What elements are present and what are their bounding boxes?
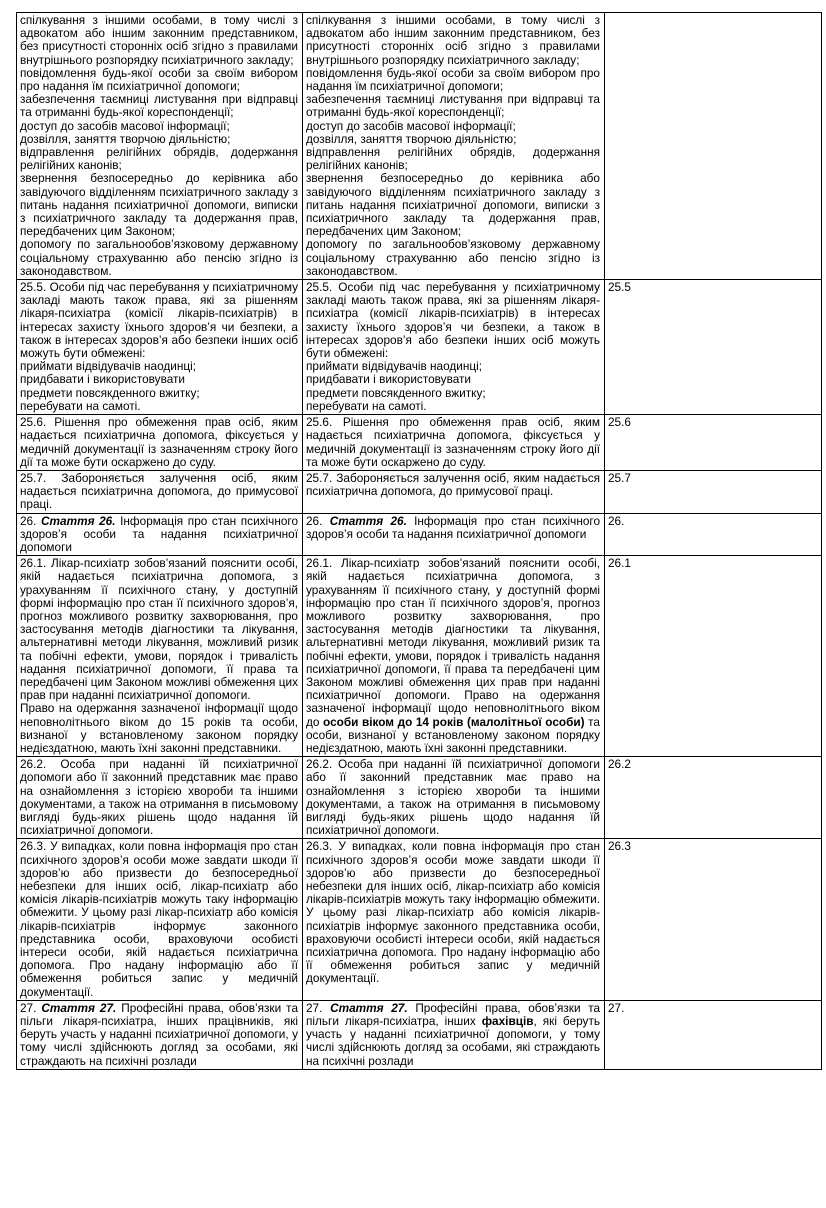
- paragraph: [306, 557, 600, 755]
- note-cell: 26.2: [605, 757, 822, 839]
- highlighted-change: фахівців: [481, 1014, 534, 1029]
- article-number: 27.: [20, 1000, 37, 1015]
- article-label: Стаття 26.: [41, 513, 116, 528]
- proposed-text-cell: [303, 13, 605, 280]
- article-heading: [20, 1002, 298, 1068]
- paragraph: доступ до засобів масової інформації;: [306, 118, 516, 133]
- current-text-cell: [17, 556, 303, 757]
- note-cell: 26.: [605, 513, 822, 556]
- paragraph: забезпечення таємниці листування при відправці та отриманні будь-якої кореспонденції;: [306, 92, 600, 120]
- table-row: [17, 1000, 822, 1069]
- article-number: 27.: [306, 1000, 323, 1015]
- paragraph: придбавати і використовувати: [20, 372, 186, 387]
- paragraph: приймати відвідувачів наодинці;: [20, 359, 197, 374]
- paragraph: спілкування з іншими особами, в тому числі з адвокатом або іншим законним представником, без присутності сторонніх осіб згідно з правилами внутрішнього розпорядку психіатричного закладу;: [306, 13, 600, 67]
- comparison-table: [16, 12, 822, 1070]
- proposed-text-cell: [303, 1000, 605, 1069]
- paragraph: дозвілля, заняття творчою діяльністю;: [20, 131, 231, 146]
- paragraph: відправлення релігійних обрядів, додержання релігійних канонів;: [306, 145, 600, 173]
- current-text-cell: [17, 757, 303, 839]
- current-text-cell: [17, 839, 303, 1000]
- article-heading: [20, 515, 298, 555]
- paragraph: повідомлення будь-якої особи за своїм вибором про надання їм психіатричної допомоги;: [306, 65, 600, 94]
- current-text-cell: [17, 13, 303, 280]
- note-cell: 26.1: [605, 556, 822, 757]
- table-row: [17, 280, 822, 415]
- table-row: [17, 13, 822, 280]
- paragraph: допомогу по загальнообов’язковому державному соціальному страхуванню або пенсію згідно із законодавством.: [306, 237, 600, 278]
- paragraph: допомогу по загальнообов’язковому державному соціальному страхуванню або пенсію згідно із законодавством.: [20, 237, 298, 278]
- proposed-text-cell: [303, 757, 605, 839]
- article-label: Стаття 26.: [329, 513, 407, 528]
- table-row: [17, 470, 822, 513]
- paragraph: забезпечення таємниці листування при відправці та отриманні будь-якої кореспонденції;: [20, 92, 298, 120]
- paragraph: доступ до засобів масової інформації;: [20, 118, 230, 133]
- paragraph: предмети повсякденного вжитку;: [20, 385, 200, 400]
- article-label: Стаття 27.: [330, 1000, 408, 1015]
- proposed-text-cell: [303, 839, 605, 1000]
- table-row: [17, 556, 822, 757]
- article-title: , які беруть участь у наданні психіатричної допомоги, у тому числі здійснюють догляд за особами, які страждають на психічні розлади: [306, 1014, 600, 1068]
- table-row: [17, 513, 822, 556]
- proposed-text-cell: [303, 470, 605, 513]
- paragraph: 26.2. Особа при наданні їй психіатричної допомоги або її законний представник має право на ознайомлення з історією хвороби та іншими документами, а також на отримання в письмовому вигляді будь-яких рішень щодо надання їй психіатричної допомоги.: [306, 757, 600, 838]
- paragraph: 26.3. У випадках, коли повна інформація про стан психічного здоров’я особи може завдати шкоди її здоров’ю або призвести до безпосередньої небезпеки для інших осіб, лікар-психіатр або комісія лікарів-психіатрів можуть таку інформацію обмежити. У цьому разі лікар-психіатр або комісія лікарів-психіатрів інформує законного представника особи, враховуючи особисті інтереси особи, якій надається психіатрична допомога. Про надану інформацію або її обмеження робиться запис у медичній документації.: [306, 839, 600, 986]
- text-run: 26.1. Лікар-психіатр зобов’язаний пояснити особі, якій надається психіатрична допомога, з урахуванням її психічного стану, у доступній формі інформацію про стан її психічного здоров’я, прогноз можливого розвитку захворювання, про застосування методів діагностики та лікування, альтернативні методи лікування, можливий ризик та побічні ефекти, умови, порядок і тривалість надання психіатричної допомоги, її права та передбачені цим Законом можливі обмеження цих прав при наданні психіатричної допомоги. Право на одержання зазначеної інформації щодо неповнолітнього віком до: [306, 556, 600, 729]
- article-title: Інформація про стан психічного здоров’я особи та надання психіатричної допомоги: [20, 513, 298, 554]
- table-row: [17, 415, 822, 471]
- paragraph: 25.7. Забороняється залучення осіб, яким надається психіатрична допомога, до примусової праці.: [20, 470, 298, 512]
- table-row: [17, 757, 822, 839]
- paragraph: звернення безпосередньо до керівника або завідуючого відділенням психіатричного закладу з питань надання психіатричної допомоги, виписки з психіатричного закладу та додержання прав, передбачених цим Законом;: [306, 171, 600, 239]
- proposed-text-cell: [303, 556, 605, 757]
- paragraph: перебувати на самоті.: [20, 398, 141, 413]
- paragraph: спілкування з іншими особами, в тому числі з адвокатом або іншим законним представником, без присутності сторонніх осіб згідно з правилами внутрішнього розпорядку психіатричного закладу;: [20, 13, 298, 67]
- current-text-cell: [17, 280, 303, 415]
- paragraph: 25.6. Рішення про обмеження прав осіб, яким надається психіатрична допомога, фіксується у медичній документації із зазначенням строку його дії та може бути оскаржено до суду.: [306, 415, 600, 469]
- current-text-cell: [17, 415, 303, 471]
- paragraph: повідомлення будь-якої особи за своїм вибором про надання їм психіатричної допомоги;: [20, 65, 298, 94]
- paragraph: предмети повсякденного вжитку;: [306, 385, 486, 400]
- article-heading: [306, 515, 600, 541]
- proposed-text-cell: [303, 415, 605, 471]
- table-row: [17, 839, 822, 1000]
- note-cell: 25.5: [605, 280, 822, 415]
- paragraph: дозвілля, заняття творчою діяльністю;: [306, 131, 517, 146]
- article-title: Професійні права, обов’язки та пільги лікаря-психіатра, інших працівників, які беруть участь у наданні психіатричної допомоги, у тому числі здійснюють догляд за особами, які страждають на психічні розлади: [20, 1000, 299, 1068]
- highlighted-change: особи віком до 14 років (малолітньої особи): [323, 714, 585, 729]
- note-cell: 25.7: [605, 470, 822, 513]
- paragraph: 25.7. Забороняється залучення осіб, яким надається психіатрична допомога, до примусової праці.: [306, 470, 600, 499]
- current-text-cell: [17, 513, 303, 556]
- paragraph: перебувати на самоті.: [306, 398, 427, 413]
- paragraph: 26.1. Лікар-психіатр зобов’язаний пояснити особі, якій надається психіатрична допомога, з урахуванням її психічного стану, у доступній формі інформацію про стан її психічного здоров’я, прогноз можливого розвитку захворювання, про застосування методів діагностики та лікування, альтернативні методи лікування, можливий ризик та побічні ефекти, умови, порядок і тривалість надання психіатричної допомоги, її права та передбачені цим Законом можливі обмеження цих прав при наданні психіатричної допомоги.: [20, 556, 298, 703]
- paragraph: відправлення релігійних обрядів, додержання релігійних канонів;: [20, 145, 298, 173]
- paragraph: придбавати і використовувати: [306, 372, 472, 387]
- article-heading: [306, 1002, 600, 1068]
- text-run: та особи, визнаної у встановленому законом порядку недієздатною, мають їхні законні представники.: [306, 714, 600, 755]
- article-title: Професійні права, обов’язки та пільги лікаря-психіатра, інших: [306, 1000, 601, 1029]
- paragraph: 25.5. Особи під час перебування у психіатричному закладі мають також права, які за рішенням лікаря-психіатра (комісії лікарів-психіатрів) в інтересах захисту їхнього здоров’я чи безпеки, а також в інтересах здоров’я або безпеки інших осіб можуть бути обмежені:: [20, 280, 298, 361]
- proposed-text-cell: [303, 513, 605, 556]
- article-number: 26.: [306, 513, 323, 528]
- current-text-cell: [17, 470, 303, 513]
- paragraph: 26.3. У випадках, коли повна інформація про стан психічного здоров’я особи може завдати шкоди її здоров’ю або призвести до безпосередньої небезпеки для інших осіб, лікар-психіатр або комісія лікарів-психіатрів можуть таку інформацію обмежити. У цьому разі лікар-психіатр або комісія лікарів-психіатрів інформує законного представника особи, враховуючи особисті інтереси особи, якій надається психіатрична допомога. Про надану інформацію або її обмеження робиться запис у медичній документації.: [20, 839, 298, 999]
- paragraph: Право на одержання зазначеної інформації щодо неповнолітнього віком до 15 років та особи, визнаної у встановленому законом порядку недієздатною, мають їхні законні представники.: [20, 701, 298, 755]
- current-text-cell: [17, 1000, 303, 1069]
- proposed-text-cell: [303, 280, 605, 415]
- paragraph: звернення безпосередньо до керівника або завідуючого відділенням психіатричного закладу з питань надання психіатричної допомоги, виписки з психіатричного закладу та додержання прав, передбачених цим Законом;: [20, 171, 298, 239]
- article-title: Інформація про стан психічного здоров’я особи та надання психіатричної допомоги: [306, 513, 600, 541]
- note-cell: [605, 13, 822, 280]
- paragraph: 25.5. Особи під час перебування у психіатричному закладі мають також права, які за рішенням лікаря-психіатра (комісії лікарів-психіатрів) в інтересах захисту їхнього здоров’я чи безпеки, а також в інтересах здоров’я або безпеки інших осіб можуть бути обмежені:: [306, 280, 600, 361]
- note-cell: 25.6: [605, 415, 822, 471]
- article-label: Стаття 27.: [41, 1000, 117, 1015]
- paragraph: 25.6. Рішення про обмеження прав осіб, яким надається психіатрична допомога, фіксується у медичній документації із зазначенням строку його дії та може бути оскаржено до суду.: [20, 415, 298, 469]
- paragraph: приймати відвідувачів наодинці;: [306, 359, 483, 374]
- note-cell: 26.3: [605, 839, 822, 1000]
- note-cell: 27.: [605, 1000, 822, 1069]
- paragraph: 26.2. Особа при наданні їй психіатричної допомоги або її законний представник має право на ознайомлення з історією хвороби та іншими документами, а також на отримання в письмовому вигляді будь-яких рішень щодо надання їй психіатричної допомоги.: [20, 757, 298, 838]
- article-number: 26.: [20, 513, 37, 528]
